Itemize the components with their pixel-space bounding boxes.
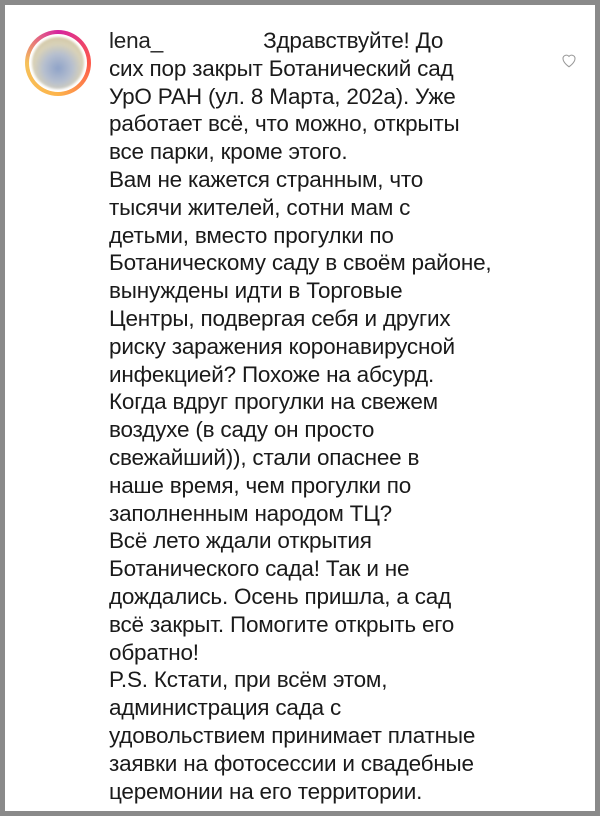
comment-line: сих пор закрыт Ботанический сад bbox=[109, 55, 454, 81]
comment-line: Ботаническому саду в своём районе, bbox=[109, 250, 492, 276]
comment-body bbox=[109, 27, 579, 805]
comment-line: все парки, кроме этого. bbox=[109, 139, 348, 165]
comment-line: церемонии на его территории. bbox=[109, 778, 423, 804]
comment-line: обратно! bbox=[109, 639, 199, 665]
avatar-photo bbox=[32, 37, 84, 89]
comment-line: P.S. Кстати, при всём этом, bbox=[109, 667, 388, 693]
comment-line: Центры, подвергая себя и других bbox=[109, 305, 451, 331]
comment-line: администрация сада с bbox=[109, 695, 342, 721]
comment-line: Всё лето ждали открытия bbox=[109, 528, 372, 554]
comment-line: Ботанического сада! Так и не bbox=[109, 556, 410, 582]
heart-outline-icon[interactable] bbox=[560, 51, 578, 69]
comment-line: удовольствием принимает платные bbox=[109, 722, 476, 748]
comment-line: детьми, вместо прогулки по bbox=[109, 222, 394, 248]
comment-line: дождались. Осень пришла, а сад bbox=[109, 583, 452, 609]
comment-line: тысячи жителей, сотни мам с bbox=[109, 194, 411, 220]
comment-line: свежайший)), стали опаснее в bbox=[109, 444, 420, 470]
comment-line: работает всё, что можно, открыты bbox=[109, 111, 460, 137]
username-link[interactable]: lena_ bbox=[109, 28, 164, 53]
comment-line: всё закрыт. Помогите открыть его bbox=[109, 611, 455, 637]
comment-line: заполненным народом ТЦ? bbox=[109, 500, 392, 526]
comment-line: риску заражения коронавирусной bbox=[109, 333, 455, 359]
comment-line: Здравствуйте! До bbox=[263, 28, 444, 53]
user-avatar[interactable] bbox=[25, 30, 91, 96]
comment-line: УрО РАН (ул. 8 Марта, 202а). Уже bbox=[109, 83, 456, 109]
comment-line: воздухе (в саду он просто bbox=[109, 417, 375, 443]
comment-line: наше время, чем прогулки по bbox=[109, 472, 412, 498]
comment-line: вынуждены идти в Торговые bbox=[109, 278, 403, 304]
comment-line: Когда вдруг прогулки на свежем bbox=[109, 389, 438, 415]
comment-line: Вам не кажется странным, что bbox=[109, 166, 424, 192]
comment-line: заявки на фотосессии и свадебные bbox=[109, 750, 474, 776]
comment-line: инфекцией? Похоже на абсурд. bbox=[109, 361, 435, 387]
